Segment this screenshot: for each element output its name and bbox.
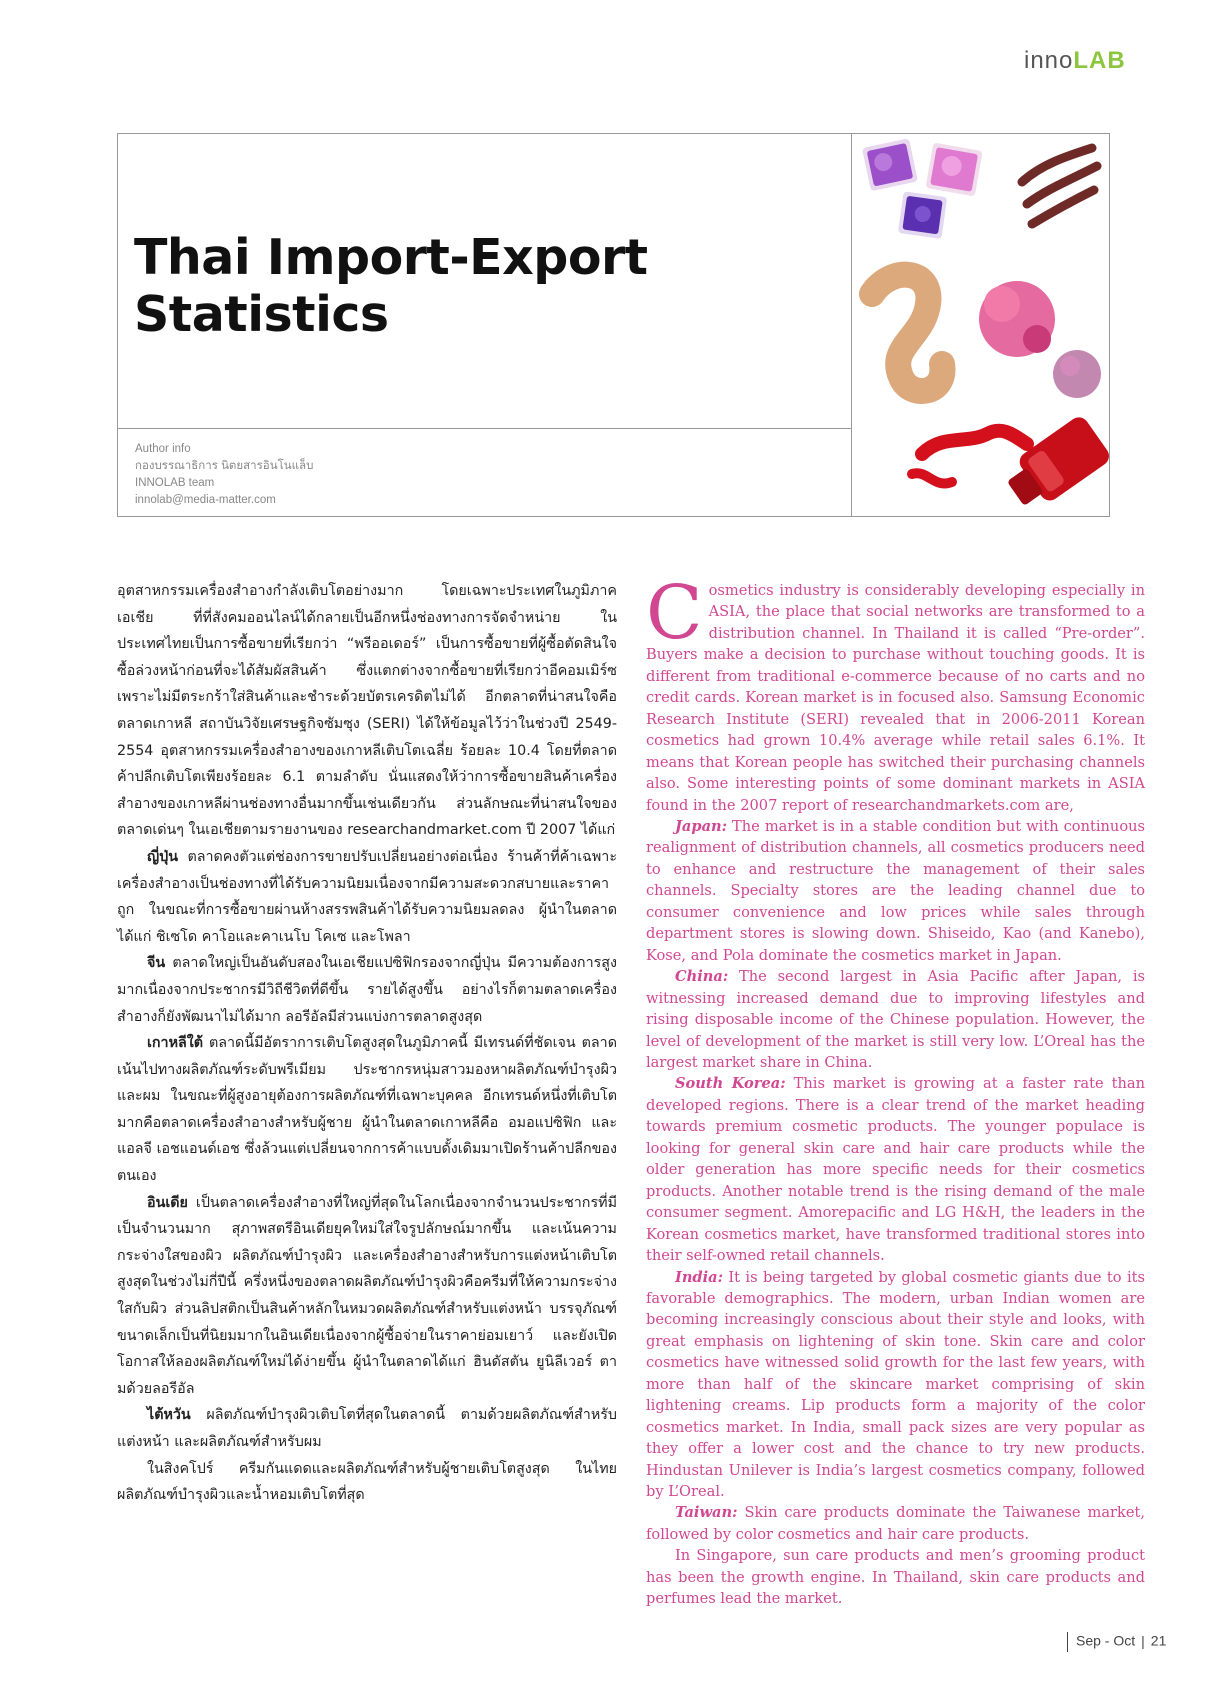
english-taiwan [646, 1502, 1145, 1545]
english-intro [646, 570, 1145, 816]
thai-article [117, 578, 617, 1509]
thai-india-label: อินเดีย [147, 1194, 188, 1211]
drop-cap: C [646, 570, 703, 656]
english-china-text: The second largest in Asia Pacific after Japan, is witnessing increased demand due to improving lifestyles and rising disposable income of the Chinese population. However, the level of development of the market is still very low. L’Oreal has the largest market share in China. [646, 968, 1145, 1071]
innolab-logo [1024, 47, 1144, 73]
english-india-label: India: [675, 1268, 724, 1286]
english-japan-text: The market is in a stable condition but with continuous realignment of distribution channels, all cosmetics producers need to enhance and restructure the management of their sales channels. Specialty stores are the leading channel due to consumer convenience and low prices while sales through department stores is slowing down. Shiseido, Kao (and Kanebo), Kose, and Pola dominate the cosmetics market in Japan. [646, 817, 1145, 964]
english-japan-label: Japan: [675, 817, 728, 835]
cosmetics-illustration [852, 134, 1109, 516]
thai-korea-label: เกาหลีใต้ [147, 1035, 204, 1052]
thai-india-text: เป็นตลาดเครื่องสำอางที่ใหญ่ที่สุดในโลกเนื่องจากจำนวนประชากรที่มีเป็นจำนวนมาก สุภาพสตรีอินเดียยุคใหม่ใส่ใจรูปลักษณ์มากขึ้น และเน้นความกระจ่างใสของผิว ผลิตภัณฑ์บำรุงผิว และเครื่องสำอางสำหรับการแต่งหน้าเติบโตสูงสุดในช่วงไม่กี่ปีนี้ ครึ่งหนึ่งของตลาดผลิตภัณฑ์บำรุงผิวคือครีมที่ให้ความกระจ่างใสกับผิว ส่วนลิปสติกเป็นสินค้าหลักในหมวดผลิตภัณฑ์สำหรับแต่งหน้า บรรจุภัณฑ์ขนาดเล็กเป็นที่นิยมมากในอินเดียเนื่องจากผู้ซื้อจ่ายในราคาย่อมเยาว์ และยังเปิดโอกาสให้ลองผลิตภัณฑ์ใหม่ได้ง่ายขึ้น ผู้นำในตลาดได้แก่ ฮินดัสตัน ยูนิลีเวอร์ ตามด้วยลอรีอัล [117, 1194, 617, 1397]
thai-india [117, 1190, 617, 1403]
footer-separator: | [1141, 1632, 1145, 1649]
thai-japan [117, 844, 617, 950]
page-number: 21 [1150, 1632, 1167, 1649]
thai-japan-text: ตลาดคงตัวแต่ช่องการขายปรับเปลี่ยนอย่างต่อเนื่อง ร้านค้าที่ค้าเฉพาะเครื่องสำอางเป็นช่องทางที่ได้รับความนิยมเนื่องจากมีความสะดวกสบายและราคาถูก ในขณะที่การซื้อขายผ่านห้างสรรพสินค้าได้รับความนิยมลดลง ผู้นำในตลาดได้แก่ ชิเซโด คาโอและคาเนโบ โคเซ และโพลา [117, 848, 617, 945]
english-korea-text: This market is growing at a faster rate than developed regions. There is a clear trend of the market heading towards premium cosmetic products. The younger populace is looking for general skin care and hair care products while the older generation has more specific needs for their cosmetics products. Another notable trend is the rising demand of the male consumer segment. Amorepacific and LG H&H, the leaders in the Korean cosmetics market, have transformed traditional stores into their self-owned retail channels. [646, 1075, 1146, 1265]
logo-inno: inno [1024, 47, 1074, 74]
issue-label: Sep - Oct [1076, 1632, 1136, 1649]
english-korea [646, 1073, 1145, 1266]
page-title: Thai Import-Export Statistics [134, 229, 648, 343]
author-email: innolab@media-matter.com [135, 494, 276, 506]
thai-taiwan-text: ผลิตภัณฑ์บำรุงผิวเติบโตที่สุดในตลาดนี้ ตามด้วยผลิตภัณฑ์สำหรับแต่งหน้า และผลิตภัณฑ์สำหรับผม [117, 1407, 617, 1450]
thai-china [117, 950, 617, 1030]
thai-taiwan [117, 1402, 617, 1455]
english-article [646, 570, 1146, 1610]
thai-korea-text: ตลาดนี้มีอัตราการเติบโตสูงสุดในภูมิภาคนี้ มีเทรนด์ที่ชัดเจน ตลาดเน้นไปทางผลิตภัณฑ์ระดับพรีเมียม ประชากรหนุ่มสาวมองหาผลิตภัณฑ์บำรุงผิวและผม ในขณะที่ผู้สูงอายุต้องการผลิตภัณฑ์ที่เฉพาะบุคคล อีกเทรนด์หนึ่งที่เติบโตมากคือตลาดเครื่องสำอางสำหรับผู้ชาย ผู้นำในตลาดเกาหลีคือ อมอแปซิฟิก และแอลจี เอชแอนด์เอช ซึ่งล้วนแต่เปลี่ยนจากการค้าแบบดั้งเดิมมาเปิดร้านค้าปลีกของตนเอง [117, 1035, 617, 1185]
author-info [135, 441, 313, 509]
thai-korea [117, 1030, 617, 1190]
page-footer [1067, 1632, 1166, 1652]
english-china [646, 966, 1145, 1073]
english-intro-text: osmetics industry is considerably developing especially in ASIA, the place that social networks are transformed to a distribution channel. In Thailand it is called “Pre-order”. Buyers make a decision to purchase without touching goods. It is different from traditional e-commerce because of no carts and no credit cards. Korean market is in focused also. Samsung Economic Research Institute (SERI) revealed that in 2006-2011 Korean cosmetics had grown 10.4% average while retail sales 6.1%. It means that Korean people has switched their purchasing channels also. Some interesting points of some dominant markets in ASIA found in the 2007 report of researchandmarkets.com are, [646, 582, 1145, 814]
thai-last: ในสิงคโปร์ ครีมกันแดดและผลิตภัณฑ์สำหรับผู้ชายเติบโตสูงสุด ในไทย ผลิตภัณฑ์บำรุงผิวและน้ำหอมเติบโตที่สุด [117, 1460, 617, 1504]
english-japan [646, 816, 1145, 966]
author-line-thai: กองบรรณาธิการ นิตยสารอินโนแล็บ [135, 460, 314, 472]
thai-china-text: ตลาดใหญ่เป็นอันดับสองในเอเชียแปซิฟิกรองจากญี่ปุ่น มีความต้องการสูงมากเนื่องจากประชากรมีวิถีชีวิตที่ดีขึ้น รายได้สูงขึ้น อย่างไรก็ตามตลาดเครื่องสำอางก็ยังพัฒนาไม่ได้มาก ลอรีอัลมีส่วนแบ่งการตลาดสูงสุด [117, 955, 617, 1025]
author-team: INNOLAB team [135, 477, 215, 489]
thai-intro: อุตสาหกรรมเครื่องสำอางกำลังเติบโตอย่างมาก โดยเฉพาะประเทศในภูมิภาคเอเชีย ที่ที่สังคมออนไลน์ได้กลายเป็นอีกหนึ่งช่องทางการจัดจำหน่าย ในประเทศไทยเป็นการซื้อขายที่เรียกว่า “พรีออเดอร์” เป็นการซื้อขายที่ผู้ซื้อตัดสินใจซื้อล่วงหน้าก่อนที่จะได้สัมผัสสินค้า ซึ่งแตกต่างจากซื้อขายที่เรียกว่าอีคอมเมิร์ซ เพราะไม่มีตระกร้าใส่สินค้าและชำระด้วยบัตรเครดิตไม่ได้ อีกตลาดที่น่าสนใจคือตลาดเกาหลี สถาบันวิจัยเศรษฐกิจซัมซุง (SERI) ได้ให้ข้อมูลไว้ว่าในช่วงปี 2549-2554 อุตสาหกรรมเครื่องสำอางของเกาหลีเติบโตเฉลี่ย ร้อยละ 10.4 โดยที่ตลาดค้าปลีกเติบโตเพียงร้อยละ 6.1 ตามลำดับ นั่นแสดงให้ว่าการซื้อขายสินค้าเครื่องสำอางของเกาหลีผ่านช่องทางอื่นมากขึ้นเช่นเดียวกัน ส่วนลักษณะที่น่าสนใจของตลาดเด่นๆ ในเอเชียตามรายงานของ researchandmarket.com ปี 2007 ได้แก่ [117, 583, 617, 839]
cosmetics-photo [852, 134, 1109, 516]
english-india-text: It is being targeted by global cosmetic giants due to its favorable demographics. The modern, urban Indian women are becoming increasingly conscious about their style and looks, with great emphasis on lightening of skin tone. Skin care and color cosmetics have witnessed solid growth for the last few years, with more than half of the skincare market comprising of skin lightening creams. Lip products form a majority of the color cosmetics market. In India, small pack sizes are very popular as they offer a lower cost and the chance to try new products. Hindustan Unilever is India’s largest cosmetics company, followed by L’Oreal. [646, 1268, 1145, 1501]
title-area [117, 133, 852, 429]
logo-lab: LAB [1073, 47, 1126, 74]
english-china-label: China: [675, 968, 729, 986]
english-last: In Singapore, sun care products and men’s grooming product has been the growth engine. In Thailand, skin care products and perfumes lead the market. [646, 1547, 1145, 1608]
thai-china-label: จีน [147, 955, 166, 972]
english-korea-label: South Korea: [675, 1075, 786, 1093]
english-taiwan-label: Taiwan: [675, 1504, 738, 1522]
author-heading: Author info [135, 443, 191, 455]
english-india [646, 1267, 1145, 1503]
thai-taiwan-label: ไต้หวัน [147, 1407, 191, 1424]
thai-japan-label: ญี่ปุ่น [147, 848, 179, 865]
english-taiwan-text: Skin care products dominate the Taiwanese market, followed by color cosmetics and hair care products. [646, 1504, 1145, 1543]
footer-divider [1067, 1632, 1068, 1652]
